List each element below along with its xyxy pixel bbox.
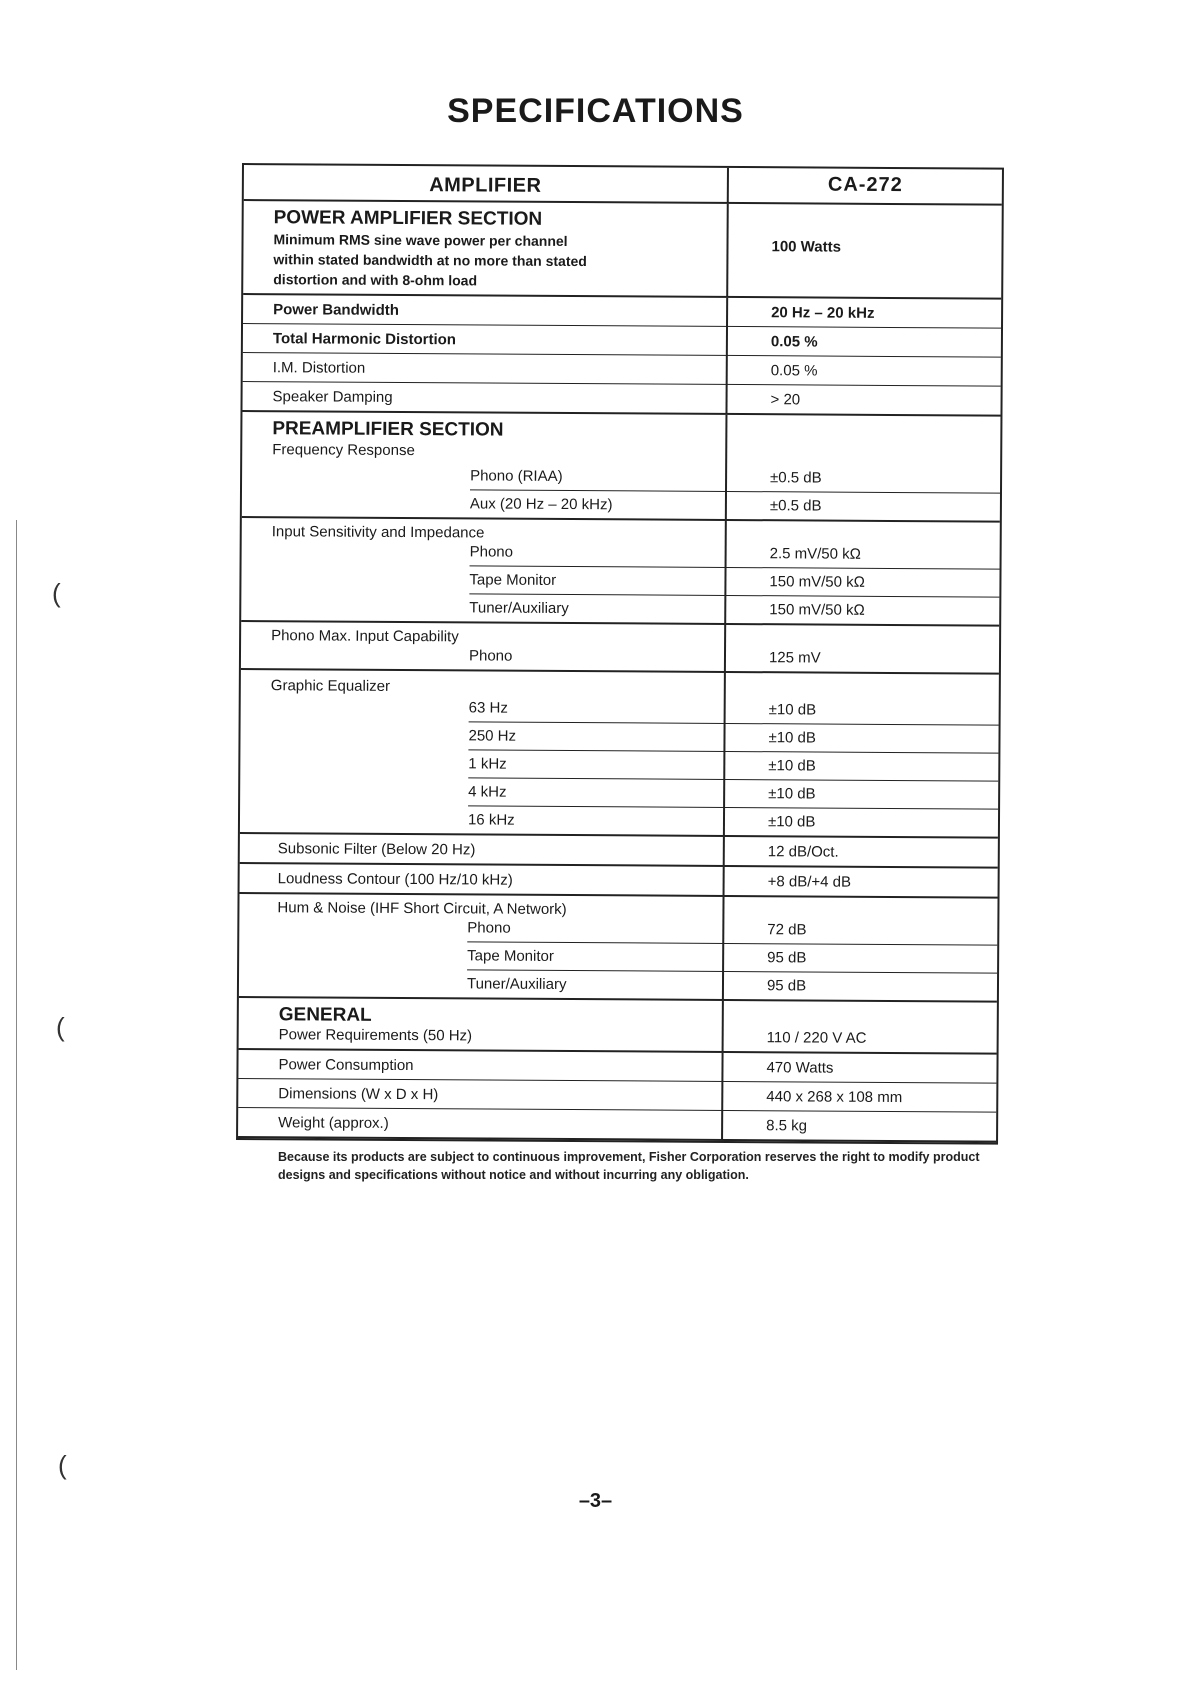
table-row: Tape Monitor 95 dB (239, 940, 997, 973)
group-label: Graphic Equalizer (270, 677, 391, 695)
loudness-contour-block (240, 864, 998, 899)
section-heading: POWER AMPLIFIER SECTION (273, 207, 543, 230)
binding-hole-mark: ( (56, 1012, 65, 1042)
binding-hole-mark: ( (58, 1450, 67, 1480)
phono-max-input-block (241, 622, 999, 675)
table-row: Phono (RIAA) ±0.5 dB (242, 460, 1000, 493)
section-heading: GENERAL (278, 1004, 372, 1026)
power-desc-line: Minimum RMS sine wave power per channel (273, 231, 568, 249)
table-row: Tape Monitor 150 mV/50 kΩ (241, 564, 999, 597)
spec-table (236, 163, 1004, 1145)
table-row: I.M. Distortion 0.05 % (243, 353, 1001, 387)
power-amp-section (243, 201, 1002, 300)
table-row: Dimensions (W x D x H) 440 x 268 x 108 mm (238, 1079, 996, 1113)
group-label: Frequency Response (272, 441, 415, 460)
group-label: Input Sensitivity and Impedance (271, 523, 485, 542)
header-amplifier: AMPLIFIER (244, 165, 729, 202)
general-rows (238, 1050, 997, 1143)
table-row: Speaker Damping > 20 (272, 388, 801, 409)
section-heading: PREAMPLIFIER SECTION (272, 418, 504, 441)
table-row: 4 kHz ±10 dB (240, 776, 998, 809)
table-row: Power Requirements (50 Hz) 110 / 220 V AC (278, 1026, 867, 1047)
table-row: Subsonic Filter (Below 20 Hz) 12 dB/Oct. (277, 840, 839, 861)
preamp-freq-block (242, 412, 1001, 523)
table-row: 250 Hz ±10 dB (240, 720, 998, 753)
group-label: Phono Max. Input Capability (271, 627, 459, 646)
table-row: Phono 2.5 mV/50 kΩ (242, 536, 1000, 569)
table-row: Total Harmonic Distortion 0.05 % (243, 324, 1001, 358)
table-row: Aux (20 Hz – 20 kHz) ±0.5 dB (469, 495, 822, 515)
input-sensitivity-block (241, 518, 1000, 627)
table-row: Power Bandwidth 20 Hz – 20 kHz (243, 295, 1001, 329)
table-row: Loudness Contour (100 Hz/10 kHz) +8 dB/+4 dB (277, 870, 852, 891)
subsonic-filter-block (240, 834, 998, 869)
table-row: Phono 125 mV (468, 647, 821, 667)
group-label: Hum & Noise (IHF Short Circuit, A Network) (277, 899, 567, 918)
general-section (239, 998, 997, 1055)
table-row: Phono 72 dB (239, 912, 997, 945)
power-desc-line: distortion and with 8-ohm load (273, 271, 478, 289)
page-title: SPECIFICATIONS (447, 92, 744, 130)
table-row: Weight (approx.) 8.5 kg (278, 1114, 808, 1135)
table-row: Tuner/Auxiliary 95 dB (466, 975, 807, 995)
power-desc-line: within stated bandwidth at no more than stated (273, 251, 587, 270)
power-amp-rows (242, 295, 1001, 417)
page-number: –3– (578, 1490, 613, 1512)
graphic-equalizer-block (240, 670, 999, 839)
header-model: CA-272 (827, 173, 903, 197)
hum-noise-block (239, 894, 998, 1003)
table-row: 63 Hz ±10 dB (241, 692, 999, 725)
binding-hole-mark: ( (52, 578, 61, 608)
disclaimer-text: Because its products are subject to continuous improvement, Fisher Corporation reserves the right to modify product designs and specifications without notice and without incurring any obligation. (278, 1150, 980, 1182)
table-row: 16 kHz ±10 dB (467, 811, 816, 831)
table-header (244, 165, 1002, 206)
power-value: 100 Watts (771, 238, 842, 256)
table-row: 1 kHz ±10 dB (240, 748, 998, 781)
table-row: Power Consumption 470 Watts (238, 1050, 996, 1084)
table-row: Tuner/Auxiliary 150 mV/50 kΩ (469, 599, 865, 619)
